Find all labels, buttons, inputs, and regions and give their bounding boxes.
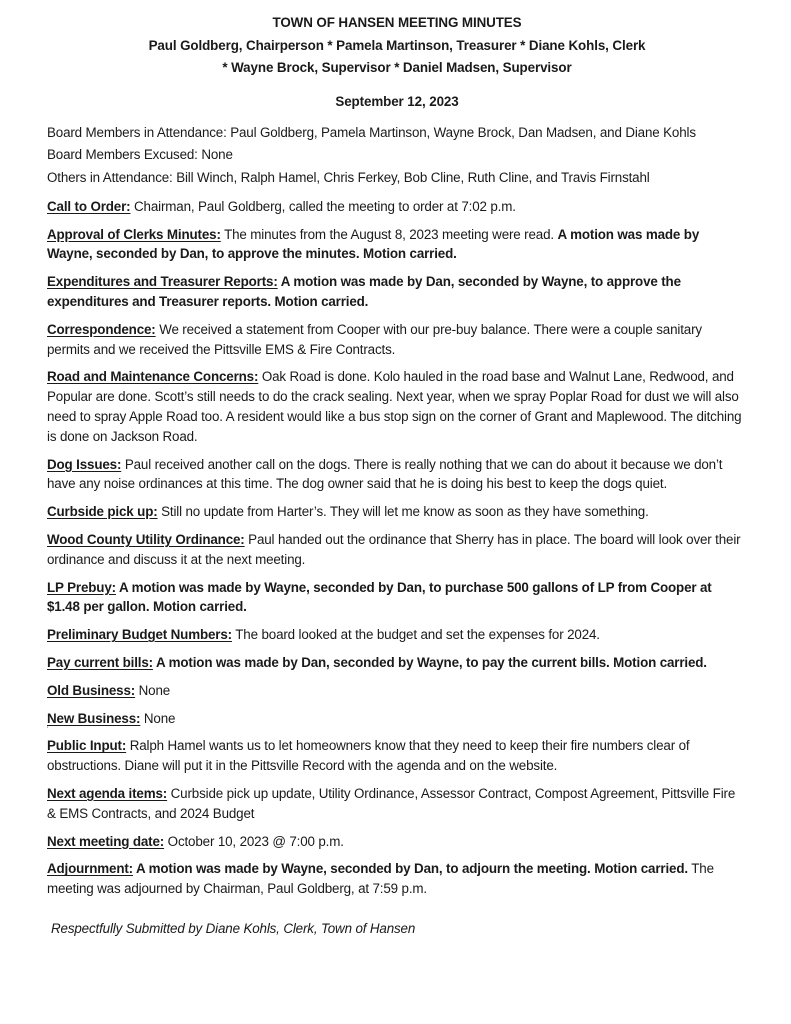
attendance-block: [47, 122, 747, 189]
section-text: The board looked at the budget and set the expenses for 2024.: [231, 627, 600, 643]
document-title: TOWN OF HANSEN MEETING MINUTES: [272, 15, 522, 30]
section-pay-bills: [47, 653, 747, 673]
section-text: None: [140, 710, 176, 726]
motion-text: A motion was made by Wayne, seconded by Dan, to purchase 500 gallons of LP from Cooper at $1.48 per gallon. Motion carried.: [47, 579, 712, 615]
section-text: Curbside pick up update, Utility Ordinance, Assessor Contract, Compost Agreement, Pittsville Fire & EMS Contracts, and 2024 Budget: [47, 786, 736, 821]
section-text: We received a statement from Cooper with our pre-buy balance. There were a couple sanitary permits and we received the Pittsville EMS & Fire Contracts.: [47, 321, 702, 357]
board-members-present: Board Members in Attendance: Paul Goldberg, Pamela Martinson, Wayne Brock, Dan Madsen, and Diane Kohls: [47, 125, 696, 140]
section-label: Approval of Clerks Minutes:: [47, 226, 221, 242]
section-label: Next agenda items:: [47, 786, 168, 802]
section-label: Road and Maintenance Concerns:: [47, 369, 259, 385]
signature-line: Respectfully Submitted by Diane Kohls, Clerk, Town of Hansen: [51, 921, 416, 936]
meeting-date: September 12, 2023: [335, 93, 459, 109]
section-label: Correspondence:: [47, 321, 156, 337]
section-utility-ordinance: [47, 530, 747, 570]
section-text: Paul handed out the ordinance that Sherry has in place. The board will look over their ordinance and discuss it at the next meeting.: [47, 532, 741, 567]
section-lp-prebuy: [47, 578, 747, 618]
section-budget: [47, 625, 747, 645]
section-road-maintenance: [47, 367, 747, 446]
section-text: Chairman, Paul Goldberg, called the meeting to order at 7:02 p.m.: [130, 198, 516, 214]
section-label: Old Business:: [47, 682, 136, 698]
others-in-attendance: Others in Attendance: Bill Winch, Ralph Hamel, Chris Ferkey, Bob Cline, Ruth Cline, and Travis Firnstahl: [47, 169, 650, 185]
section-adjournment: [47, 859, 747, 899]
section-text: Ralph Hamel wants us to let homeowners know that they need to keep their fire numbers clear of obstructions. Diane will put it in the Pittsville Record with the agenda and on the website.: [47, 738, 690, 774]
section-next-meeting: [47, 832, 747, 852]
section-label: New Business:: [47, 710, 141, 726]
section-label: Adjournment:: [47, 861, 133, 877]
section-old-business: [47, 681, 747, 701]
section-label: Dog Issues:: [47, 456, 122, 472]
motion-text: A motion was made by Dan, seconded by Wayne, to pay the current bills. Motion carried.: [152, 655, 707, 671]
section-label: Curbside pick up:: [47, 504, 158, 520]
section-call-to-order: [47, 197, 747, 217]
section-expenditures: [47, 272, 747, 312]
section-label: LP Prebuy:: [47, 579, 116, 595]
section-label: Expenditures and Treasurer Reports:: [47, 274, 278, 290]
section-text: The minutes from the August 8, 2023 meeting were read.: [220, 226, 558, 242]
section-correspondence: [47, 320, 747, 360]
section-text: Paul received another call on the dogs. There is really nothing that we can do about it because we don’t have any noise ordinances at this time. The dog owner said that he is doing his best to keep the dogs quiet.: [47, 456, 723, 492]
motion-text: A motion was made by Dan, seconded by Wayne, to approve the expenditures and Treasurer reports. Motion carried.: [47, 274, 681, 310]
section-text: None: [135, 682, 171, 698]
section-public-input: [47, 736, 747, 776]
section-new-business: [47, 709, 747, 729]
section-text: October 10, 2023 @ 7:00 p.m.: [164, 833, 344, 849]
meeting-minutes-page: [47, 12, 747, 936]
section-label: Public Input:: [47, 738, 127, 754]
section-label: Pay current bills:: [47, 655, 153, 671]
section-label: Wood County Utility Ordinance:: [47, 532, 245, 548]
board-members-excused: Board Members Excused: None: [47, 147, 233, 163]
motion-text: A motion was made by Wayne, seconded by Dan, to adjourn the meeting. Motion carried.: [132, 861, 688, 877]
section-text: The meeting was adjourned by Chairman, Paul Goldberg, at 7:59 p.m.: [47, 861, 714, 897]
section-dog-issues: [47, 455, 747, 495]
officers-line-1: Paul Goldberg, Chairperson * Pamela Martinson, Treasurer * Diane Kohls, Clerk: [148, 37, 646, 53]
section-next-agenda: [47, 784, 747, 824]
section-label: Call to Order:: [47, 198, 131, 214]
section-label: Next meeting date:: [47, 833, 165, 849]
section-text: Still no update from Harter’s. They will let me know as soon as they have something.: [157, 504, 649, 520]
motion-text: A motion was made by Wayne, seconded by Dan, to approve the minutes. Motion carried.: [47, 226, 700, 262]
officers-line-2: * Wayne Brock, Supervisor * Daniel Madsen, Supervisor: [222, 60, 572, 75]
stray-mark: ': [47, 727, 49, 734]
section-curbside: [47, 502, 747, 522]
section-text: Oak Road is done. Kolo hauled in the road base and Walnut Lane, Redwood, and Popular are done. Scott’s still needs to do the crack sealing. Next year, when we spray Poplar Road for dust we will also need to spray Apple Road too. A resident would like a bus stop sign on the corner of Grant and Maplewood. The ditching is done on Jackson Road.: [47, 369, 742, 444]
section-approval-of-minutes: [47, 225, 747, 265]
section-label: Preliminary Budget Numbers:: [47, 627, 232, 643]
